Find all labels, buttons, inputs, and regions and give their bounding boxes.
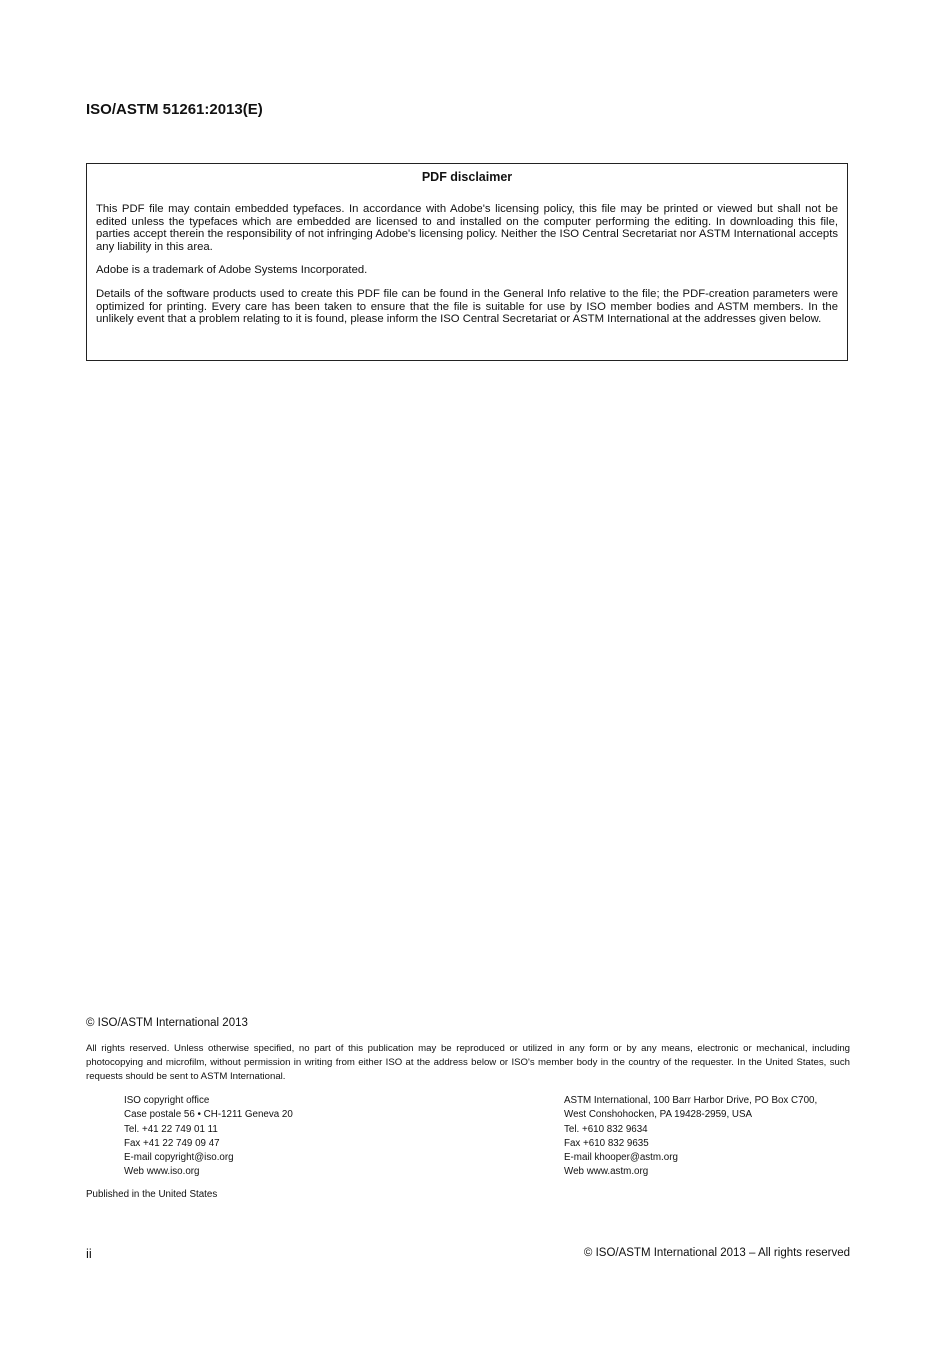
document-id: ISO/ASTM 51261:2013(E) xyxy=(86,101,263,118)
disclaimer-paragraph-trademark: Adobe is a trademark of Adobe Systems Incorporated. xyxy=(96,264,368,277)
iso-web: Web www.iso.org xyxy=(124,1166,200,1178)
astm-address-line: West Conshohocken, PA 19428-2959, USA xyxy=(564,1109,753,1121)
rights-reserved-text: All rights reserved. Unless otherwise specified, no part of this publication may be reproduced or utilized in any form or by any means, electronic or mechanical, including photocopying and microfilm, without permission in writing from either ISO at the address below or ISO's member body in the country of the requester. In the United States, such requests should be sent to ASTM International. xyxy=(86,1043,850,1083)
disclaimer-title: PDF disclaimer xyxy=(421,170,513,184)
disclaimer-paragraph-typefaces: This PDF file may contain embedded typefaces. In accordance with Adobe's licensing policy, this file may be printed or viewed but shall not be edited unless the typefaces which are embedded are licensed to and installed on the computer performing the editing. In downloading this file, parties accept therein the responsibility of not infringing Adobe's licensing policy. Neither the ISO Central Secretariat nor ASTM International accepts any liability in this area. xyxy=(96,203,838,253)
iso-address-block xyxy=(124,1094,293,1180)
astm-phone: Tel. +610 832 9634 xyxy=(564,1123,648,1135)
iso-address-line: ISO copyright office xyxy=(124,1095,210,1106)
astm-address-block xyxy=(564,1094,817,1180)
footer-rights: © ISO/ASTM International 2013 – All rights reserved xyxy=(583,1247,850,1259)
iso-phone: Tel. +41 22 749 01 11 xyxy=(124,1123,218,1135)
astm-address-line: ASTM International, 100 Barr Harbor Drive, PO Box C700, xyxy=(564,1095,818,1106)
astm-fax: Fax +610 832 9635 xyxy=(564,1137,649,1149)
pdf-disclaimer-box xyxy=(86,163,848,361)
astm-email: E-mail khooper@astm.org xyxy=(564,1152,678,1164)
iso-fax: Fax +41 22 749 09 47 xyxy=(124,1137,220,1149)
published-note: Published in the United States xyxy=(86,1189,218,1200)
iso-email: E-mail copyright@iso.org xyxy=(124,1152,234,1164)
copyright-line: © ISO/ASTM International 2013 xyxy=(86,1017,248,1029)
astm-web: Web www.astm.org xyxy=(564,1166,649,1178)
iso-address-line: Case postale 56 • CH-1211 Geneva 20 xyxy=(124,1109,293,1121)
page-number: ii xyxy=(86,1246,92,1261)
disclaimer-paragraph-software: Details of the software products used to create this PDF file can be found in the General Info relative to the file; the PDF-creation parameters were optimized for printing. Every care has been taken to ensure that the file is suitable for use by ISO member bodies and ASTM members. In the unlikely event that a problem relating to it is found, please inform the ISO Central Secretariat or ASTM International at the addresses given below. xyxy=(96,287,838,326)
